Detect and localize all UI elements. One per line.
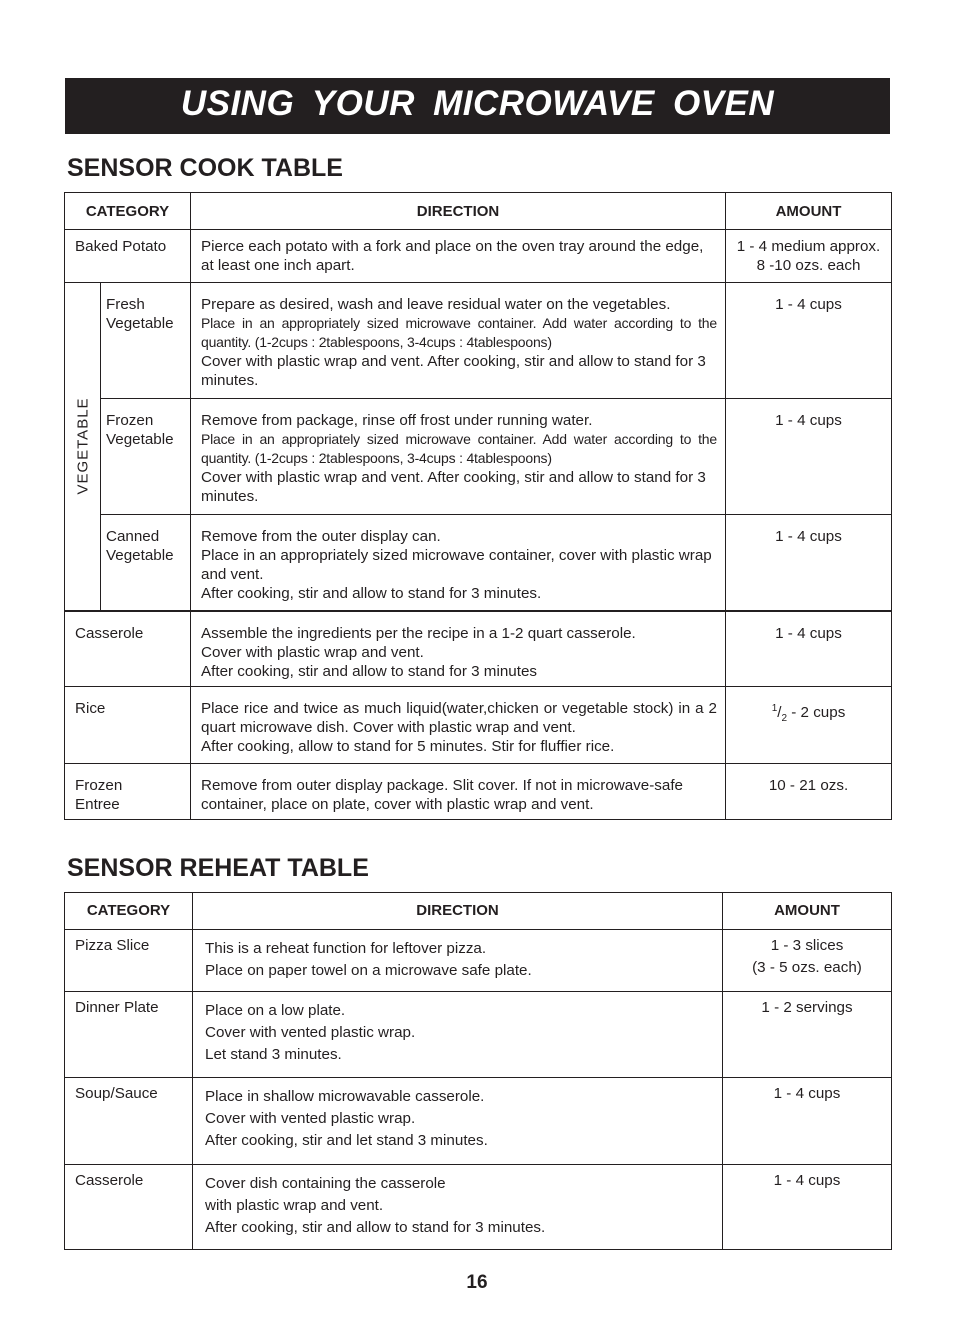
direction-line: Cover with vented plastic wrap.	[205, 1110, 416, 1127]
category-cell: Rice	[65, 687, 191, 764]
category-line: Frozen	[75, 777, 123, 794]
category-line: Canned	[106, 528, 160, 545]
table-row	[65, 1165, 892, 1250]
category-header: CATEGORY	[65, 893, 193, 930]
direction-line: After cooking, stir and allow to stand for 3 minutes.	[205, 1219, 546, 1236]
amount-cell: 1 - 4 cups	[723, 1165, 892, 1250]
category-line: Vegetable	[106, 547, 174, 564]
category-cell: Soup/Sauce	[65, 1078, 193, 1165]
category-cell	[65, 764, 191, 820]
direction-cell: Remove from outer display package. Slit cover. If not in microwave-safe container, place on plate, cover with plastic wrap and vent.	[191, 764, 726, 820]
amount-header: AMOUNT	[723, 893, 892, 930]
amount-cell: 10 - 21 ozs.	[726, 764, 892, 820]
direction-line: After cooking, allow to stand for 5 minutes. Stir for fluffier rice.	[201, 738, 615, 755]
direction-header: DIRECTION	[191, 193, 726, 230]
amount-cell: 1 - 4 cups	[726, 515, 892, 611]
direction-line: After cooking, stir and let stand 3 minutes.	[205, 1132, 488, 1149]
amount-cell: $^1/_2 - 2$ cups	[726, 687, 892, 764]
table-row	[65, 930, 892, 992]
amount-header: AMOUNT	[726, 193, 892, 230]
fraction-numerator: 1	[771, 703, 778, 714]
direction-line: Remove from the outer display can.	[201, 528, 441, 545]
table-row	[65, 687, 892, 764]
direction-line: After cooking, stir and allow to stand for 3 minutes.	[201, 585, 542, 602]
category-cell: Casserole	[65, 611, 191, 687]
direction-line: with plastic wrap and vent.	[205, 1197, 384, 1214]
direction-line: Place rice and twice as much liquid(water,chicken or vegetable stock) in a 2 quart microwave dish. Cover with plastic wrap and vent.	[201, 700, 717, 736]
table-header-row	[65, 193, 892, 230]
direction-line: Let stand 3 minutes.	[205, 1046, 342, 1063]
direction-cell	[193, 1078, 723, 1165]
direction-line: After cooking, stir and allow to stand for 3 minutes	[201, 662, 537, 680]
category-header: CATEGORY	[65, 193, 191, 230]
sensor-reheat-heading: SENSOR REHEAT TABLE	[67, 854, 369, 882]
direction-cell	[193, 930, 723, 992]
category-cell: Casserole	[65, 1165, 193, 1250]
table-header-row	[65, 893, 892, 930]
vegetable-group-cell	[65, 283, 101, 611]
direction-line: Cover with plastic wrap and vent. After cooking, stir and allow to stand for 3 minutes.	[201, 353, 706, 389]
title-banner	[65, 78, 890, 134]
direction-cell	[191, 283, 726, 399]
direction-header: DIRECTION	[193, 893, 723, 930]
direction-line: Cover with plastic wrap and vent.	[201, 643, 424, 661]
amount-cell: 1 - 4 cups	[723, 1078, 892, 1165]
direction-line: Cover with vented plastic wrap.	[205, 1024, 416, 1041]
amount-line: 8 -10 ozs. each	[756, 257, 861, 274]
category-line: Fresh	[106, 296, 145, 313]
amount-text: - 2 cups	[787, 704, 846, 722]
direction-cell	[191, 515, 726, 611]
category-cell	[101, 399, 191, 515]
category-line: Frozen	[106, 412, 154, 429]
sensor-reheat-table	[64, 892, 892, 1250]
direction-line: Place in an appropriately sized microwave container. Add water according to the quantity. (1-2cups : 2tablespoons, 3-4cups : 4tablespoons)	[201, 431, 717, 466]
fraction-denominator: 2	[781, 713, 788, 725]
direction-line: Prepare as desired, wash and leave residual water on the vegetables.	[201, 296, 671, 313]
category-cell	[101, 515, 191, 611]
direction-cell	[191, 611, 726, 687]
amount-line: (3 - 5 ozs. each)	[752, 959, 862, 976]
direction-line: Cover dish containing the casserole	[205, 1175, 446, 1192]
direction-cell: Pierce each potato with a fork and place on the oven tray around the edge, at least one inch apart.	[191, 230, 726, 283]
table-row	[65, 764, 892, 820]
amount-cell: 1 - 2 servings	[723, 992, 892, 1078]
table-row	[65, 992, 892, 1078]
category-line: Vegetable	[106, 315, 174, 332]
category-cell: Baked Potato	[65, 230, 191, 283]
direction-cell	[191, 399, 726, 515]
category-line: Vegetable	[106, 431, 174, 448]
table-row	[65, 1078, 892, 1165]
category-cell: Dinner Plate	[65, 992, 193, 1078]
table-row	[65, 515, 892, 611]
page-number: 16	[466, 1272, 488, 1293]
table-row	[65, 399, 892, 515]
amount-cell: 1 - 4 cups	[726, 611, 892, 687]
direction-line: Assemble the ingredients per the recipe in a 1-2 quart casserole.	[201, 624, 636, 642]
amount-cell	[726, 230, 892, 283]
category-line: Entree	[75, 796, 120, 813]
table-row	[65, 283, 892, 399]
table-row	[65, 230, 892, 283]
direction-line: Place in an appropriately sized microwave container. Add water according to the quantity. (1-2cups : 2tablespoons, 3-4cups : 4tablespoons)	[201, 315, 717, 350]
direction-cell	[193, 1165, 723, 1250]
sensor-cook-heading: SENSOR COOK TABLE	[67, 154, 343, 182]
direction-line: Place in an appropriately sized microwave container, cover with plastic wrap and vent.	[201, 547, 712, 583]
table-row	[65, 611, 892, 687]
direction-cell	[191, 687, 726, 764]
amount-line: 1 - 3 slices	[770, 937, 844, 954]
direction-line: Place on paper towel on a microwave safe plate.	[205, 962, 532, 979]
category-cell	[101, 283, 191, 399]
direction-line: Place in shallow microwavable casserole.	[205, 1088, 485, 1105]
direction-line: Place on a low plate.	[205, 1002, 346, 1019]
direction-line: Remove from package, rinse off frost under running water.	[201, 412, 593, 429]
amount-cell: 1 - 4 cups	[726, 283, 892, 399]
amount-line: 1 - 4 medium approx.	[736, 238, 881, 255]
amount-cell	[723, 930, 892, 992]
amount-cell: 1 - 4 cups	[726, 399, 892, 515]
sensor-cook-table	[64, 192, 892, 820]
vegetable-group-label: VEGETABLE	[74, 397, 91, 495]
direction-line: This is a reheat function for leftover pizza.	[205, 940, 487, 957]
direction-cell	[193, 992, 723, 1078]
category-cell: Pizza Slice	[65, 930, 193, 992]
direction-line: Cover with plastic wrap and vent. After cooking, stir and allow to stand for 3 minutes.	[201, 469, 706, 505]
page-title: USING YOUR MICROWAVE OVEN	[180, 84, 775, 123]
